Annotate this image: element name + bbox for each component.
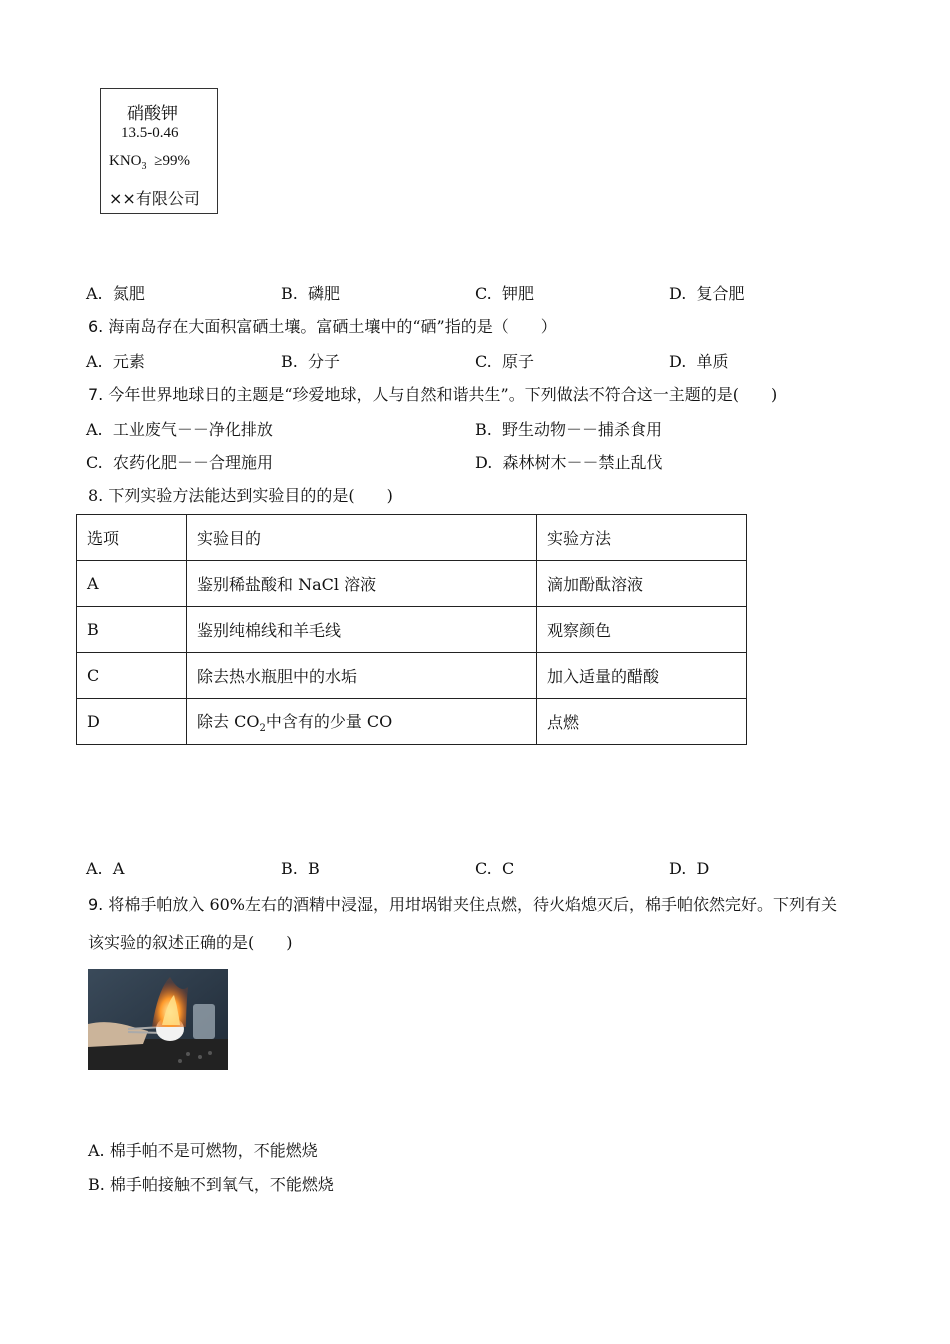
table-row bbox=[77, 561, 747, 607]
table-cell-option: B bbox=[77, 607, 187, 653]
label-formula-sub: 3 bbox=[141, 161, 147, 172]
q6-option-a[interactable] bbox=[86, 349, 145, 372]
option-letter: C. bbox=[475, 859, 492, 878]
option-letter: A. bbox=[86, 859, 103, 878]
q7-option-a[interactable] bbox=[86, 417, 273, 440]
option-text: 农药化肥－－合理施用 bbox=[112, 453, 273, 472]
option-letter: C. bbox=[86, 453, 103, 472]
option-text: 氮肥 bbox=[112, 284, 145, 303]
table-header-cell: 实验目的 bbox=[187, 515, 537, 561]
question-number: 9. bbox=[88, 895, 104, 914]
option-letter: C. bbox=[475, 284, 492, 303]
question-9-line1 bbox=[88, 892, 837, 915]
table-cell-goal: 除去热水瓶胆中的水垢 bbox=[187, 653, 537, 699]
option-text: A bbox=[112, 859, 125, 878]
option-letter: B. bbox=[475, 420, 492, 439]
table-header-cell: 选项 bbox=[77, 515, 187, 561]
label-code: 13.5-0.46 bbox=[121, 125, 179, 141]
question-number: 6. bbox=[88, 317, 104, 336]
photo-illustration bbox=[88, 969, 228, 1070]
q9-option-b[interactable]: B. 棉手帕接触不到氧气，不能燃烧 bbox=[88, 1175, 334, 1194]
option-letter: B. bbox=[281, 352, 298, 371]
q7-option-c[interactable] bbox=[86, 450, 273, 473]
table-cell-option: C bbox=[77, 653, 187, 699]
table-cell-method: 滴加酚酞溶液 bbox=[537, 561, 747, 607]
option-text: 元素 bbox=[112, 352, 145, 371]
option-text: 野生动物－－捕杀食用 bbox=[502, 420, 663, 439]
question-8 bbox=[88, 483, 393, 506]
burning-handkerchief-photo bbox=[88, 969, 228, 1070]
question-text: 海南岛存在大面积富硒土壤。富硒土壤中的“硒”指的是（ ） bbox=[108, 317, 557, 336]
table-cell-method: 观察颜色 bbox=[537, 607, 747, 653]
option-text: C bbox=[501, 859, 515, 878]
option-letter: A. bbox=[86, 420, 103, 439]
label-formula bbox=[109, 153, 190, 172]
question-number: 7. bbox=[88, 385, 104, 404]
option-letter: C. bbox=[475, 352, 492, 371]
option-letter: A. bbox=[86, 352, 103, 371]
question-text: 将棉手帕放入 60%左右的酒精中浸湿，用坩埚钳夹住点燃，待火焰熄灭后，棉手帕依然完好。下列有关 bbox=[108, 895, 838, 914]
q5-option-c[interactable] bbox=[475, 281, 534, 304]
label-name: 硝酸钾 bbox=[127, 104, 178, 124]
table-cell-option: D bbox=[77, 699, 187, 745]
option-text: 钾肥 bbox=[501, 284, 534, 303]
option-letter: D. bbox=[669, 284, 687, 303]
question-7 bbox=[88, 382, 777, 405]
table-row bbox=[77, 607, 747, 653]
question-text: 下列实验方法能达到实验目的的是( ) bbox=[108, 486, 393, 505]
fertilizer-label-figure bbox=[100, 88, 218, 214]
option-letter: D. bbox=[669, 859, 687, 878]
q9-option-a[interactable]: A. 棉手帕不是可燃物，不能燃烧 bbox=[88, 1141, 318, 1160]
goal-text-sub: 2 bbox=[259, 723, 266, 735]
option-text: 分子 bbox=[308, 352, 341, 371]
option-letter: A. bbox=[86, 284, 103, 303]
option-text: 原子 bbox=[501, 352, 534, 371]
q8-option-a[interactable] bbox=[86, 859, 124, 878]
option-letter: B. bbox=[281, 859, 298, 878]
table-cell-goal: 鉴别稀盐酸和 NaCl 溶液 bbox=[187, 561, 537, 607]
q8-option-b[interactable] bbox=[281, 859, 320, 878]
option-text: D bbox=[696, 859, 710, 878]
table-header-row bbox=[77, 515, 747, 561]
label-formula-main: KNO bbox=[109, 153, 142, 169]
question-9-line2: 该实验的叙述正确的是( ) bbox=[88, 933, 293, 952]
q7-option-d[interactable] bbox=[475, 450, 663, 473]
option-text: 复合肥 bbox=[696, 284, 745, 303]
question-number: 8. bbox=[88, 486, 104, 505]
option-text: 磷肥 bbox=[308, 284, 341, 303]
q8-option-c[interactable] bbox=[475, 859, 514, 878]
table-row bbox=[77, 699, 747, 745]
q5-option-b[interactable] bbox=[281, 281, 340, 304]
table-cell-goal: 鉴别纯棉线和羊毛线 bbox=[187, 607, 537, 653]
q7-option-b[interactable] bbox=[475, 417, 662, 440]
q6-option-c[interactable] bbox=[475, 349, 534, 372]
option-text: 单质 bbox=[696, 352, 729, 371]
experiment-table bbox=[76, 514, 747, 745]
label-purity: ≥99% bbox=[154, 153, 190, 169]
question-text: 今年世界地球日的主题是“珍爱地球，人与自然和谐共生”。下列做法不符合这一主题的是( ) bbox=[108, 385, 778, 404]
table-cell-method: 点燃 bbox=[537, 699, 747, 745]
table-cell-option: A bbox=[77, 561, 187, 607]
q8-option-d[interactable] bbox=[669, 859, 709, 878]
table-cell-method: 加入适量的醋酸 bbox=[537, 653, 747, 699]
question-6 bbox=[88, 314, 557, 337]
option-letter: D. bbox=[669, 352, 687, 371]
q5-option-d[interactable] bbox=[669, 281, 745, 304]
table-row bbox=[77, 653, 747, 699]
option-letter: D. bbox=[475, 453, 493, 472]
goal-text-pre: 除去 CO bbox=[197, 711, 260, 731]
table-header-cell: 实验方法 bbox=[537, 515, 747, 561]
option-text: B bbox=[308, 859, 320, 878]
option-letter: B. bbox=[281, 284, 298, 303]
table-cell-goal bbox=[187, 699, 537, 745]
q6-option-b[interactable] bbox=[281, 349, 340, 372]
q5-option-a[interactable] bbox=[86, 281, 145, 304]
option-text: 森林树木－－禁止乱伐 bbox=[502, 453, 663, 472]
label-company: ××有限公司 bbox=[109, 189, 200, 208]
option-text: 工业废气－－净化排放 bbox=[112, 420, 273, 439]
goal-text-post: 中含有的少量 CO bbox=[265, 711, 393, 731]
q6-option-d[interactable] bbox=[669, 349, 729, 372]
